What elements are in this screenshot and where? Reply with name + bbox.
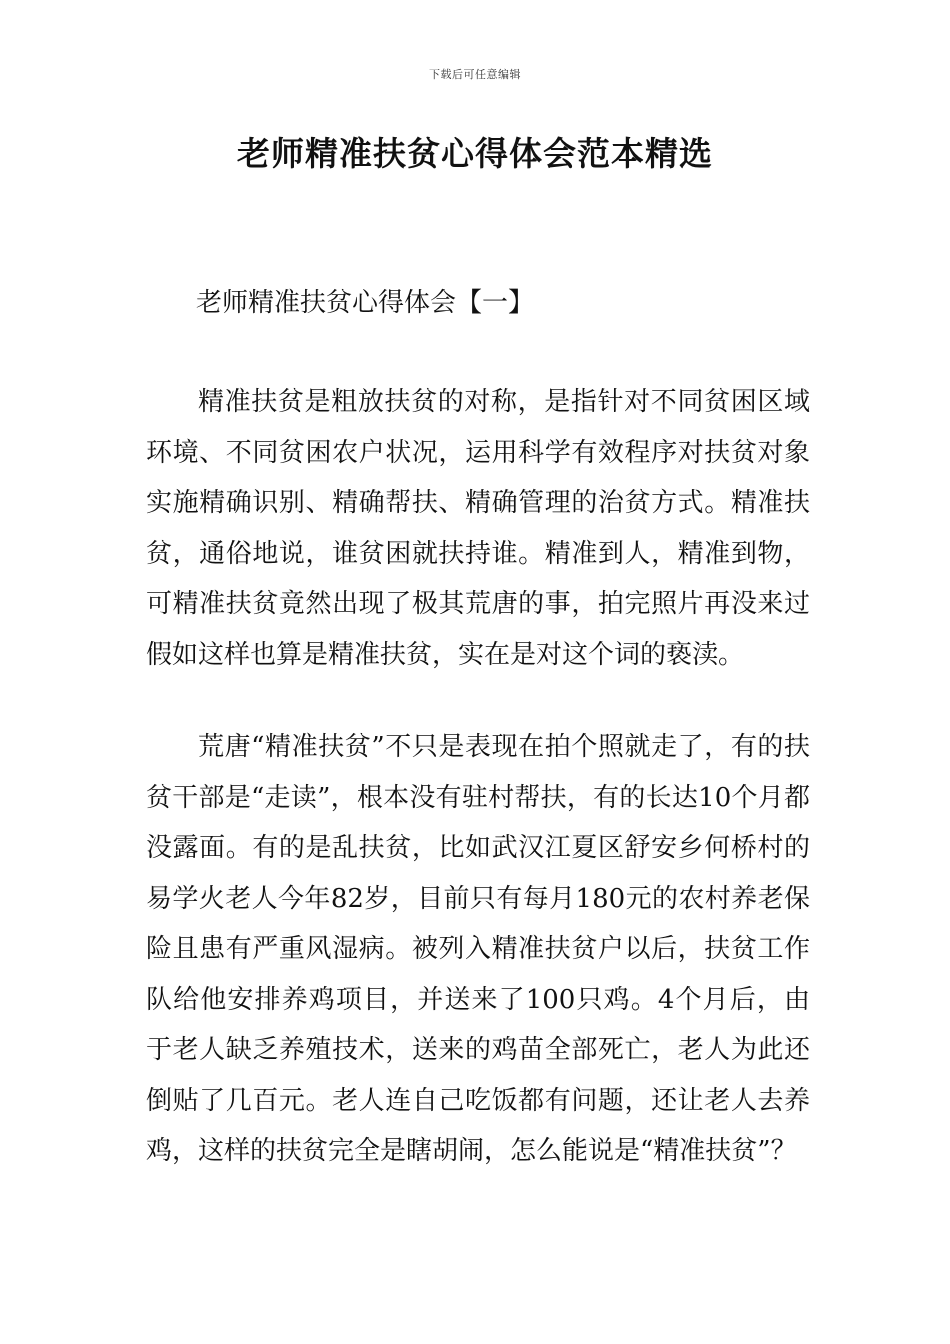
- header-note: 下载后可任意编辑: [429, 68, 521, 81]
- section-heading: 老师精准扶贫心得体会【一】: [196, 288, 535, 318]
- document-title: 老师精准扶贫心得体会范本精选: [237, 134, 713, 173]
- paragraph-1: 精准扶贫是粗放扶贫的对称，是指针对不同贫困区域环境、不同贫困农户状况，运用科学有效程序对扶贫对象实施精确识别、精确帮扶、精确管理的治贫方式。精准扶贫，通俗地说，谁贫困就扶持谁。精准到人，精准到物，可精准扶贫竟然出现了极其荒唐的事，拍完照片再没来过假如这样也算是精准扶贫，实在是对这个词的亵渎。: [146, 387, 810, 670]
- paragraph-2: 荒唐“精准扶贫”不只是表现在拍个照就走了，有的扶贫干部是“走读”，根本没有驻村帮扶，有的长达10个月都没露面。有的是乱扶贫，比如武汉江夏区舒安乡何桥村的易学火老人今年82岁，目前只有每月180元的农村养老保险且患有严重风湿病。被列入精准扶贫户以后，扶贫工作队给他安排养鸡项目，并送来了100只鸡。4个月后，由于老人缺乏养殖技术，送来的鸡苗全部死亡，老人为此还倒贴了几百元。老人连自己吃饭都有问题，还让老人去养鸡，这样的扶贫完全是瞎胡闹，怎么能说是“精准扶贫”？: [146, 732, 810, 1166]
